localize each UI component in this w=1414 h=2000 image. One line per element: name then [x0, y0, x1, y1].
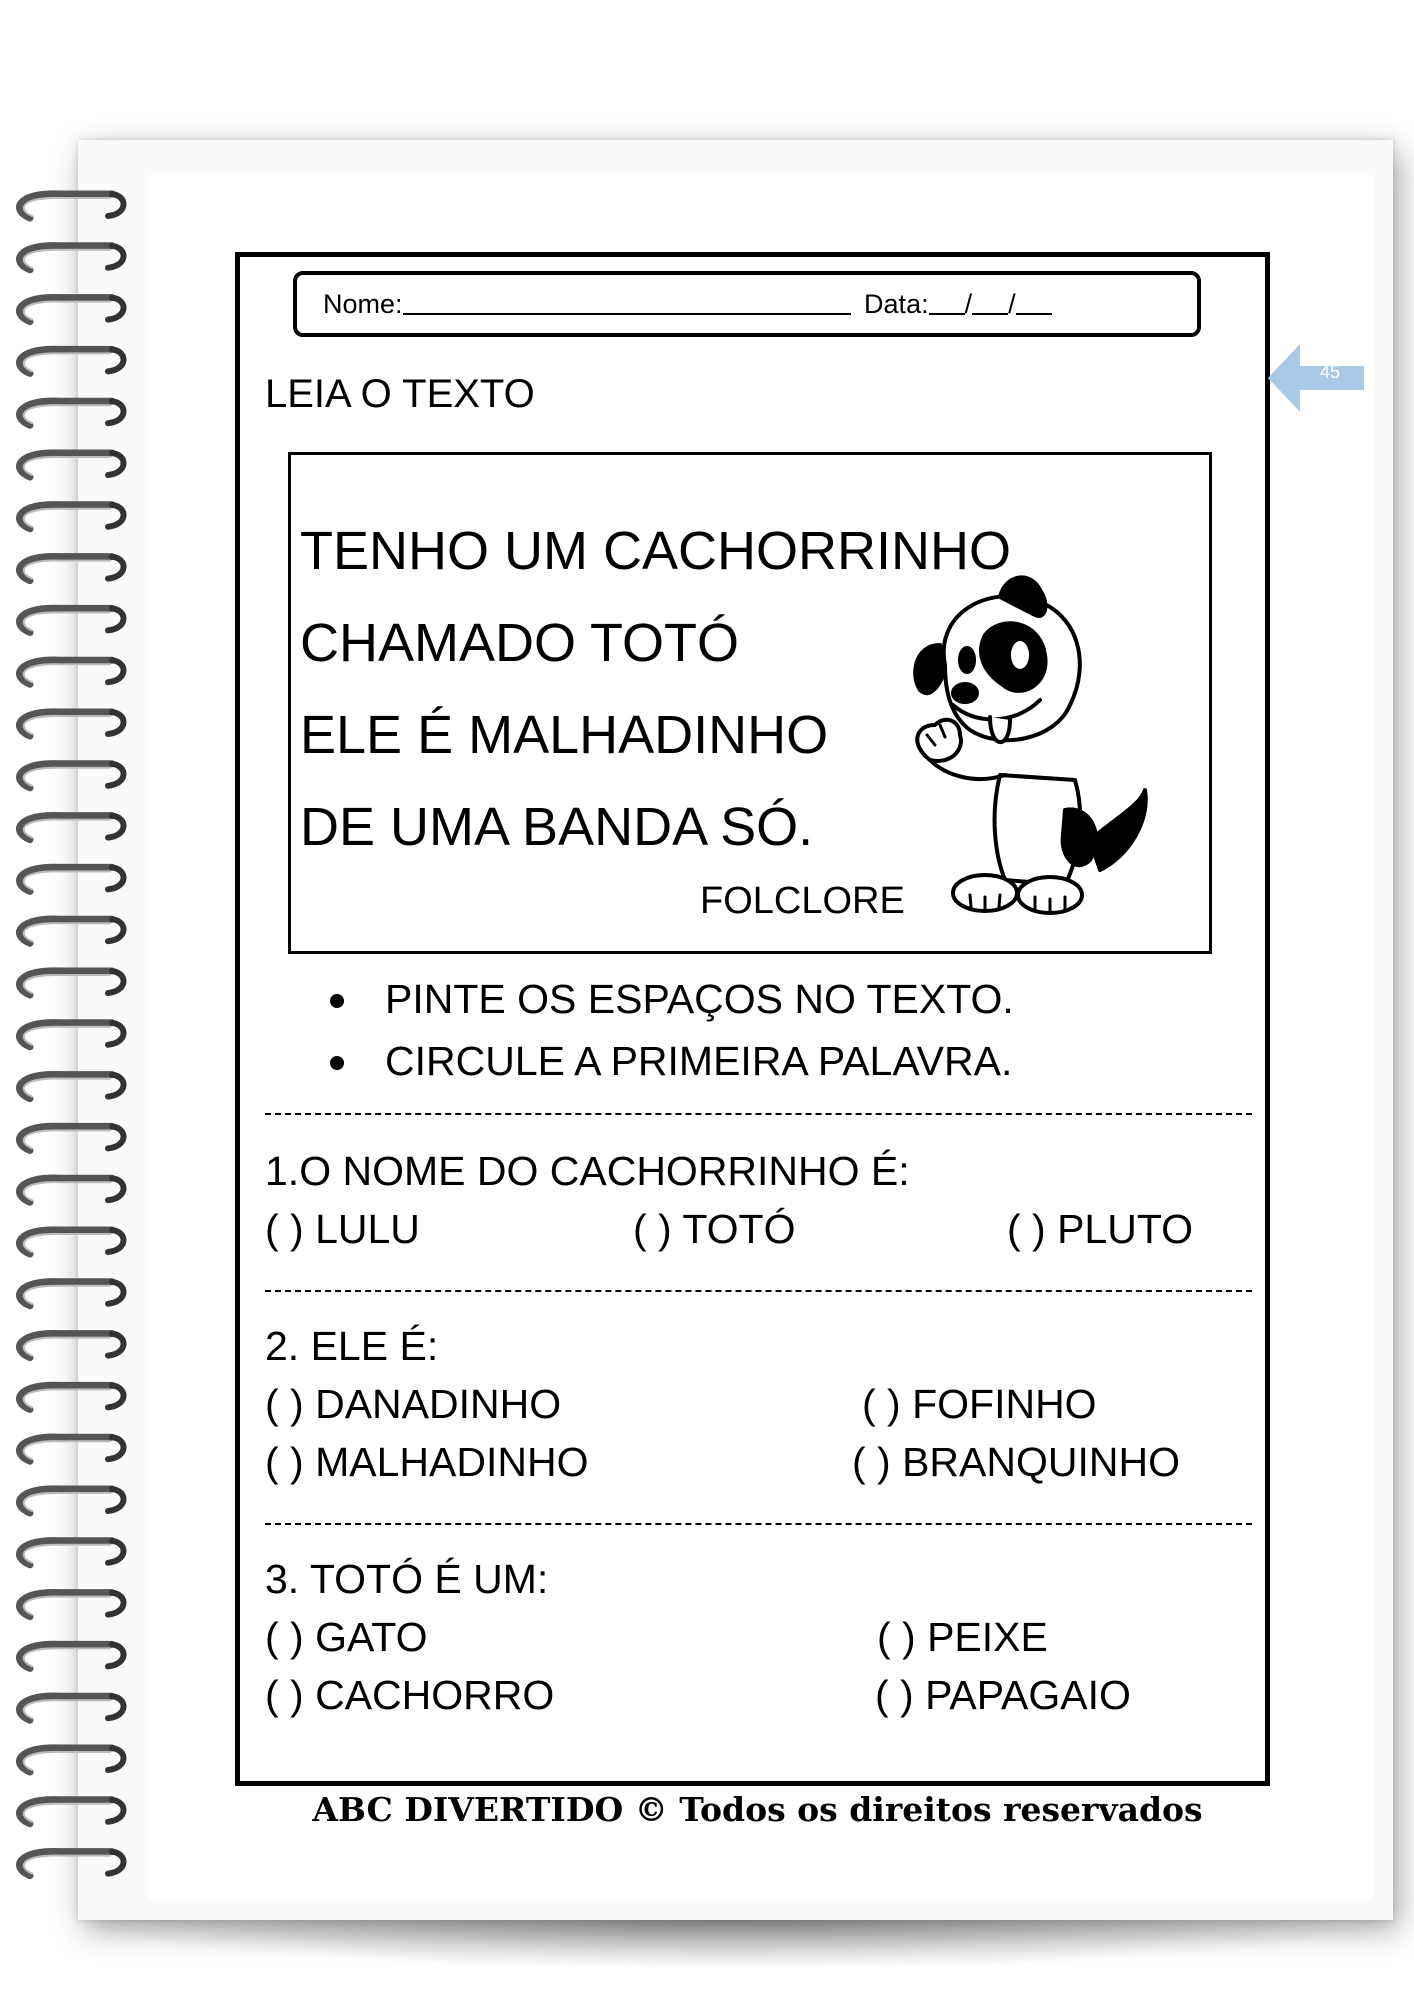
poem-line: TENHO UM CACHORRINHO — [300, 521, 1011, 581]
spiral-ring — [20, 660, 124, 684]
spiral-ring — [20, 1126, 124, 1150]
spiral-ring — [20, 867, 124, 891]
question-1-option[interactable]: ( ) TOTÓ — [633, 1206, 796, 1252]
spiral-ring — [20, 1592, 124, 1616]
spiral-ring — [20, 1489, 124, 1513]
spiral-ring — [20, 1385, 124, 1409]
question-2-title: 2. ELE É: — [265, 1323, 439, 1369]
poem-line: ELE É MALHADINHO — [300, 705, 829, 765]
poem-source: FOLCLORE — [700, 880, 905, 922]
question-1-option[interactable]: ( ) PLUTO — [1007, 1206, 1194, 1252]
poem-line: CHAMADO TOTÓ — [300, 613, 740, 673]
spiral-ring — [20, 1282, 124, 1306]
question-2-option[interactable]: ( ) FOFINHO — [862, 1381, 1097, 1427]
spiral-ring — [20, 1074, 124, 1098]
question-2-option[interactable]: ( ) DANADINHO — [265, 1381, 562, 1427]
instruction-list — [330, 968, 1014, 1092]
dashed-divider — [265, 1290, 1252, 1292]
question-1-option[interactable]: ( ) LULU — [265, 1206, 420, 1252]
question-3-option[interactable]: ( ) PEIXE — [877, 1614, 1048, 1660]
dashed-divider — [265, 1113, 1252, 1115]
spiral-ring — [20, 608, 124, 632]
date-day-field[interactable] — [929, 289, 965, 315]
spiral-ring — [20, 1230, 124, 1254]
spiral-ring — [20, 349, 124, 373]
instruction-item: CIRCULE A PRIMEIRA PALAVRA. — [330, 1030, 1014, 1092]
question-2-option[interactable]: ( ) BRANQUINHO — [852, 1439, 1180, 1485]
spiral-ring — [20, 764, 124, 788]
spiral-binding — [0, 170, 140, 1890]
spiral-ring — [20, 815, 124, 839]
copyright-footer: ABC DIVERTIDO © Todos os direitos reservados — [312, 1790, 1203, 1829]
date-year-field[interactable] — [1016, 289, 1052, 315]
question-2-option[interactable]: ( ) MALHADINHO — [265, 1439, 589, 1485]
spiral-ring — [20, 1748, 124, 1772]
date-label: Data: — [864, 289, 929, 319]
spiral-ring — [20, 505, 124, 529]
spiral-ring — [20, 1696, 124, 1720]
spiral-ring — [20, 1178, 124, 1202]
name-field[interactable] — [403, 289, 851, 315]
spiral-ring — [20, 1333, 124, 1357]
spiral-ring — [20, 297, 124, 321]
poem-line: DE UMA BANDA SÓ. — [300, 797, 814, 857]
dashed-divider — [265, 1523, 1252, 1525]
name-label: Nome: — [323, 289, 403, 319]
spiral-ring — [20, 1851, 124, 1875]
date-separator: / — [1008, 289, 1016, 319]
spiral-ring — [20, 556, 124, 580]
question-3-option[interactable]: ( ) PAPAGAIO — [875, 1672, 1131, 1718]
name-date-box — [293, 271, 1201, 337]
spiral-ring — [20, 1644, 124, 1668]
question-3-title: 3. TOTÓ É UM: — [265, 1556, 549, 1602]
question-1-title: 1.O NOME DO CACHORRINHO É: — [265, 1148, 910, 1194]
spiral-ring — [20, 712, 124, 736]
spiral-ring — [20, 194, 124, 218]
reading-heading: LEIA O TEXTO — [265, 372, 535, 416]
spiral-ring — [20, 401, 124, 425]
page-number: 45 — [1319, 362, 1341, 382]
instruction-item: PINTE OS ESPAÇOS NO TEXTO. — [330, 968, 1014, 1030]
spiral-ring — [20, 919, 124, 943]
spiral-ring — [20, 1023, 124, 1047]
spiral-ring — [20, 246, 124, 270]
question-3-option[interactable]: ( ) CACHORRO — [265, 1672, 555, 1718]
spiral-ring — [20, 1541, 124, 1565]
date-month-field[interactable] — [972, 289, 1008, 315]
date-separator: / — [964, 289, 973, 319]
spiral-ring — [20, 971, 124, 995]
spiral-ring — [20, 453, 124, 477]
question-3-option[interactable]: ( ) GATO — [265, 1614, 428, 1660]
spiral-ring — [20, 1437, 124, 1461]
puppy-illustration — [905, 575, 1155, 915]
